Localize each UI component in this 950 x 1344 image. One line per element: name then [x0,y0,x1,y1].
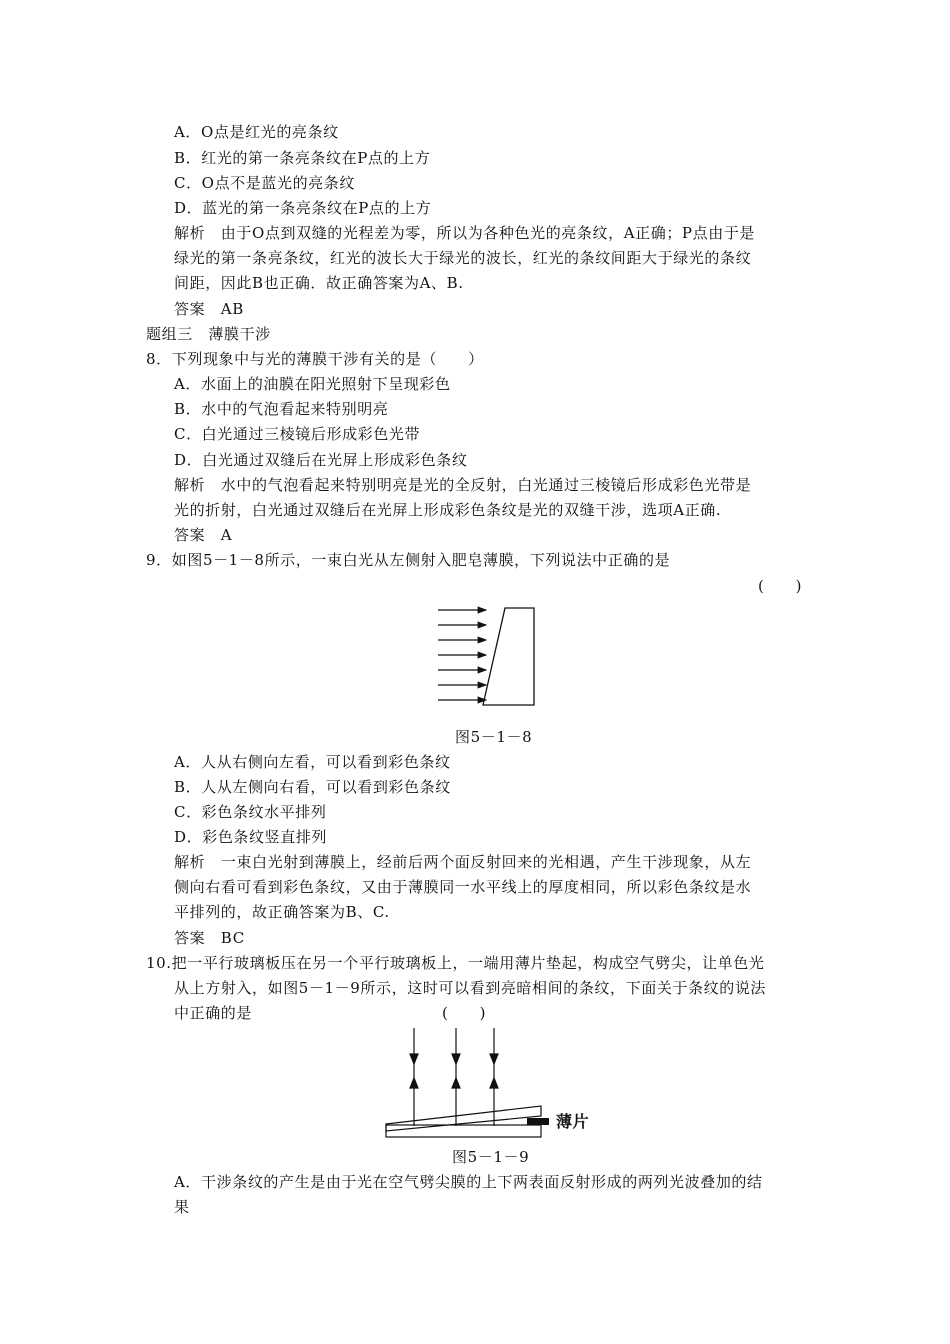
q9-option-a: A．人从右侧向左看，可以看到彩色条纹 [174,753,451,771]
q10-figure-caption: 图5－1－9 [452,1148,530,1166]
q8-stem: 8．下列现象中与光的薄膜干涉有关的是（ ） [146,350,484,368]
q8-option-c: C．白光通过三棱镜后形成彩色光带 [174,425,421,443]
q7-analysis-line: 间距，因此B也正确．故正确答案为A、B. [174,274,464,292]
q8-option-b: B．水中的气泡看起来特别明亮 [174,400,389,418]
q9-option-d: D．彩色条纹竖直排列 [174,828,328,846]
q10-option-a: A．干涉条纹的产生是由于光在空气劈尖膜的上下两表面反射形成的两列光波叠加的结 [174,1173,763,1191]
q10-stem-line: 从上方射入，如图5－1－9所示，这时可以看到亮暗相间的条纹，下面关于条纹的说法 [174,979,767,997]
q9-analysis-line: 平排列的，故正确答案为B、C. [174,903,390,921]
q8-option-d: D．白光通过双缝后在光屏上形成彩色条纹 [174,451,468,469]
q9-analysis-line: 解析 一束白光射到薄膜上，经前后两个面反射回来的光相遇，产生干涉现象，从左 [174,853,752,871]
q8-answer: 答案 A [174,526,233,544]
q10-option-a-cont: 果 [174,1198,190,1216]
q7-option-c: C．O点不是蓝光的亮条纹 [174,174,355,192]
spacer-block [527,1118,549,1125]
q7-analysis-line: 解析 由于O点到双缝的光程差为零，所以为各种色光的亮条纹，A正确；P点由于是 [174,224,756,242]
q10-stem-line: 中正确的是 [174,1004,253,1022]
q8-option-a: A．水面上的油膜在阳光照射下呈现彩色 [174,375,451,393]
q7-option-d: D．蓝光的第一条亮条纹在P点的上方 [174,199,432,217]
q9-option-c: C．彩色条纹水平排列 [174,803,327,821]
q7-answer: 答案 AB [174,300,244,318]
q9-analysis-line: 侧向右看可看到彩色条纹，又由于薄膜同一水平线上的厚度相同，所以彩色条纹是水 [174,878,752,896]
q8-analysis-line: 光的折射，白光通过双缝后在光屏上形成彩色条纹是光的双缝干涉，选项A正确. [174,501,722,519]
spacer-label: 薄片 [556,1112,590,1131]
q9-answer-bracket: ( ) [758,577,803,595]
q7-option-b: B．红光的第一条亮条纹在P点的上方 [174,149,431,167]
q9-option-b: B．人从左侧向右看，可以看到彩色条纹 [174,778,451,796]
q10-answer-bracket: ( ) [442,1004,487,1022]
q9-stem: 9．如图5－1－8所示，一束白光从左侧射入肥皂薄膜，下列说法中正确的是 [146,551,671,569]
q8-analysis-line: 解析 水中的气泡看起来特别明亮是光的全反射，白光通过三棱镜后形成彩色光带是 [174,476,752,494]
q7-analysis-line: 绿光的第一条亮条纹，红光的波长大于绿光的波长，红光的条纹间距大于绿光的条纹 [174,249,752,267]
group-title: 题组三 薄膜干涉 [146,325,271,343]
figure-soap-film [430,600,550,716]
q9-figure-caption: 图5－1－8 [455,728,533,746]
q7-option-a: A．O点是红光的亮条纹 [174,123,339,141]
figure-air-wedge [384,1026,554,1142]
q10-stem-line: 10.把一平行玻璃板压在另一个平行玻璃板上，一端用薄片垫起，构成空气劈尖，让单色光 [146,954,765,972]
q9-answer: 答案 BC [174,929,245,947]
